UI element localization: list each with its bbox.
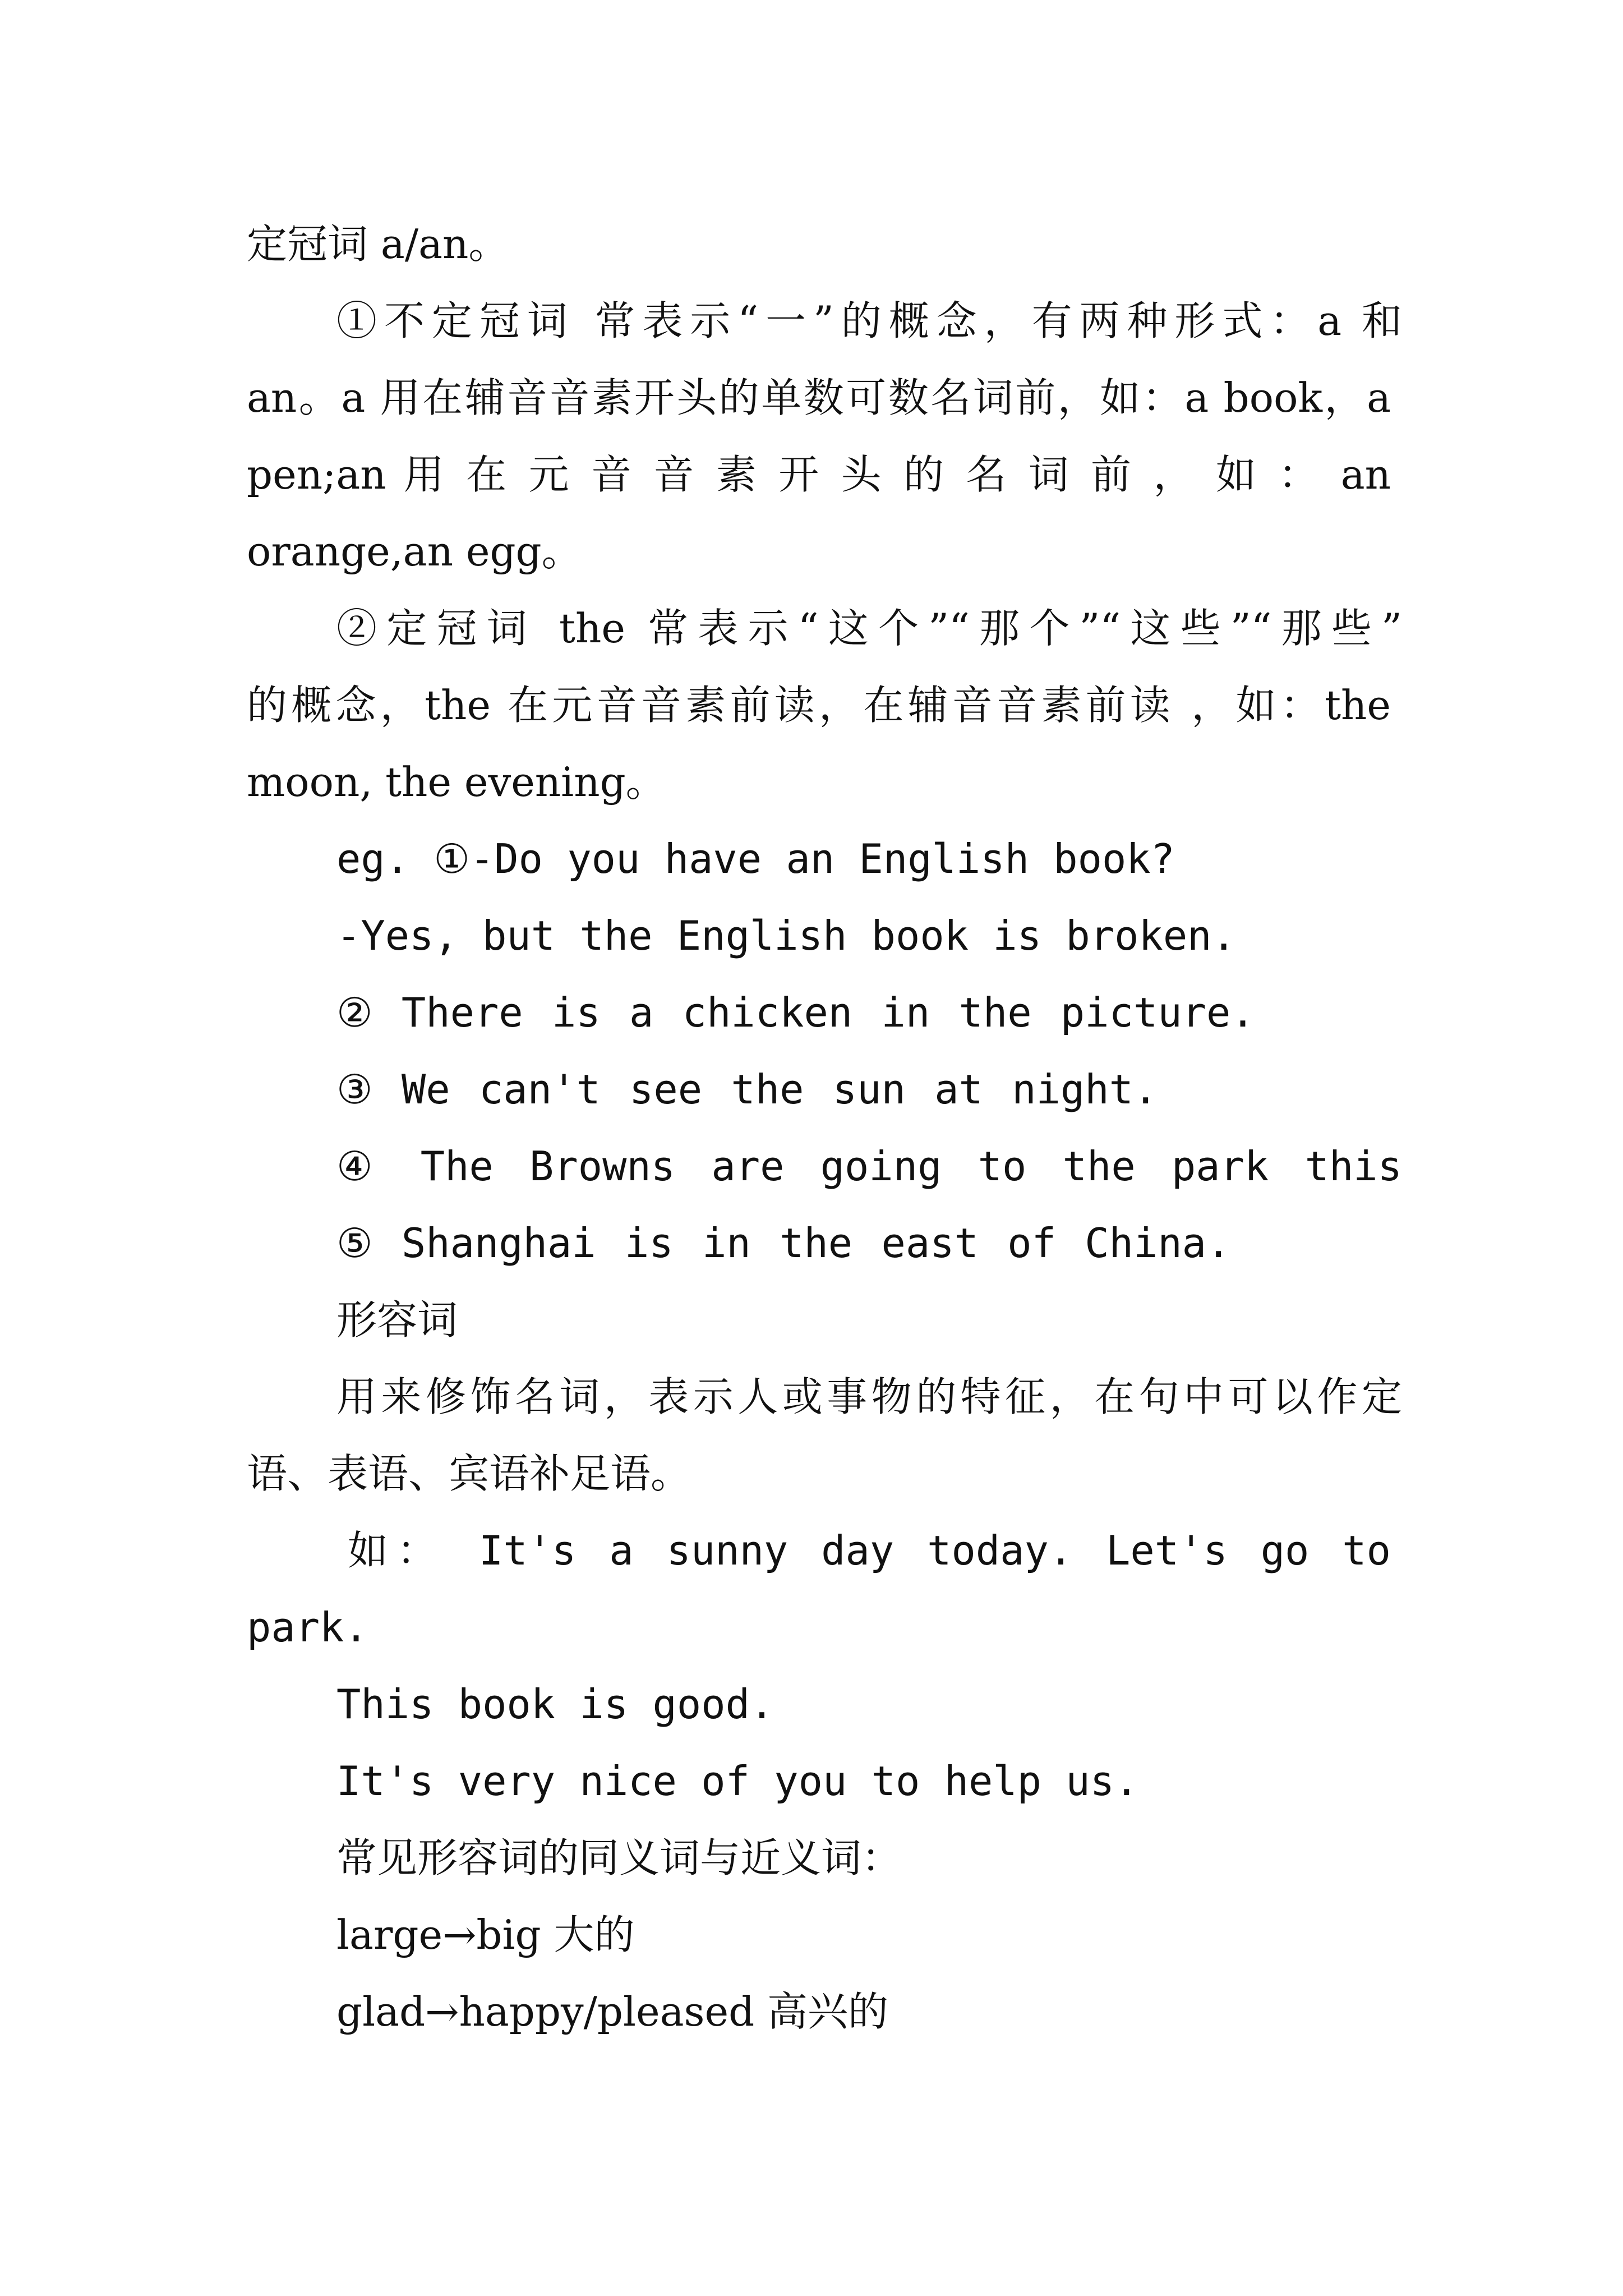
text-line-4: pen;an 用 在 元 音 音 素 开 头 的 名 词 前 ， 如 ： an xyxy=(247,451,1391,498)
text-line-7: 的概念，the 在元音音素前读，在辅音音素前读 ，如：the xyxy=(247,682,1391,729)
adjective-definition-line-2: 语、表语、宾语补足语。 xyxy=(247,1450,691,1497)
synonym-line-1: large→big 大的 xyxy=(336,1911,635,1958)
adjective-heading: 形容词 xyxy=(336,1296,458,1343)
adjective-example-line-3: This book is good. xyxy=(336,1681,774,1728)
adjective-example-line-1: 如： It's a sunny day today. Let's go to xyxy=(348,1527,1391,1574)
example-line-1: eg. ①-Do you have an English book? xyxy=(336,835,1175,882)
adjective-example-line-4: It's very nice of you to help us. xyxy=(336,1757,1139,1805)
example-line-5: ④ The Browns are going to the park this xyxy=(336,1143,1402,1190)
synonym-line-2: glad→happy/pleased 高兴的 xyxy=(336,1988,889,2035)
example-line-6: ⑤ Shanghai is in the east of China. xyxy=(336,1220,1231,1267)
adjective-example-line-2: park. xyxy=(247,1604,368,1651)
example-line-4: ③ We can't see the sun at night. xyxy=(336,1066,1158,1113)
text-line-3: an。a 用在辅音音素开头的单数可数名词前，如：a book，a xyxy=(247,374,1391,421)
definite-article-heading: ②定冠词 the 常表示“这个”“那个”“这些”“那些” xyxy=(336,605,1402,652)
example-line-3: ② There is a chicken in the picture. xyxy=(336,989,1255,1036)
text-line-8: moon, the evening。 xyxy=(247,758,666,806)
synonyms-heading: 常见形容词的同义词与近义词： xyxy=(336,1834,902,1881)
text-line-5: orange,an egg。 xyxy=(247,528,582,575)
example-line-2: -Yes, but the English book is broken. xyxy=(336,912,1236,959)
adjective-definition-line-1: 用来修饰名词，表示人或事物的特征，在句中可以作定 xyxy=(336,1373,1402,1420)
text-line-1: 定冠词 a/an。 xyxy=(247,220,509,268)
indefinite-article-heading: ①不定冠词 常表示“一”的概念，有两种形式：a 和 xyxy=(336,297,1402,344)
